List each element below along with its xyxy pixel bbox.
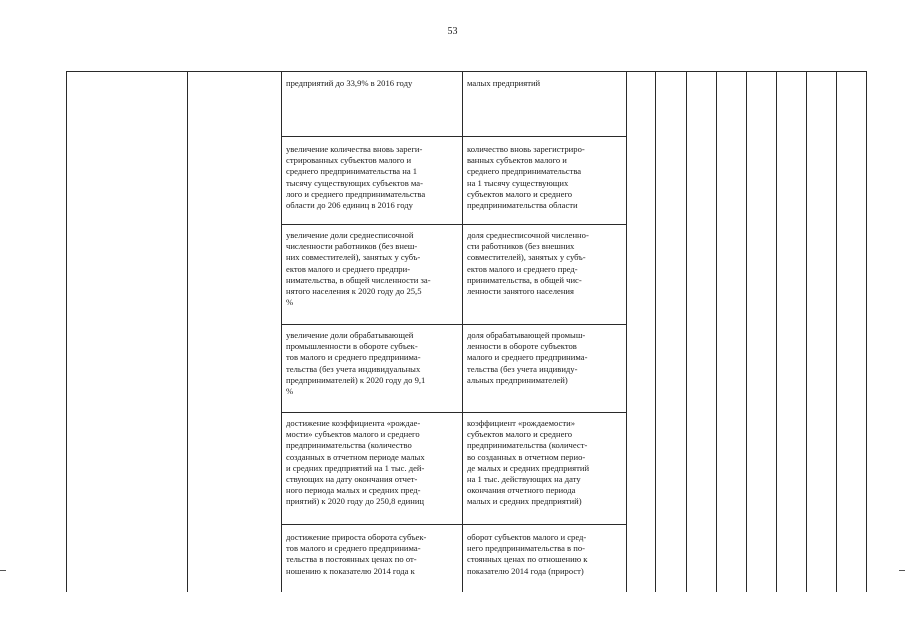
table-border-left [66, 71, 67, 592]
column-divider [462, 71, 463, 592]
table-border-right [866, 71, 867, 592]
indicator-cell: доля среднесписочной численно- сти работников (без внешних совместителей), занятых у субъ- ектов малого и среднего пред- принимательства, в общей чис- ленности занятого населения [467, 230, 589, 297]
result-cell: увеличение доли среднесписочной численности работников (без внеш- них совместителей), занятых у субъ- ектов малого и среднего предпри- нимательства, в общей численности за- нятого населения к 2020 году до 25,5 % [286, 230, 431, 308]
result-cell: увеличение доли обрабатывающей промышленности в обороте субъек- тов малого и среднего предпринима- тельства (без учета индивидуальных предпринимателей) к 2020 году до 9,1 % [286, 330, 426, 397]
row-divider [281, 224, 627, 225]
row-divider [281, 136, 627, 137]
column-divider [716, 71, 717, 592]
column-divider [776, 71, 777, 592]
row-divider [281, 324, 627, 325]
column-divider [187, 71, 188, 592]
indicator-cell: количество вновь зарегистриро- ванных субъектов малого и среднего предпринимательства на 1 тысячу существующих субъектов малого и среднего предпринимательства области [467, 144, 585, 211]
result-cell: предприятий до 33,9% в 2016 году [286, 78, 413, 88]
column-divider [686, 71, 687, 592]
indicator-cell: оборот субъектов малого и сред- него предпринимательства в по- стоянных ценах по отношению к показателю 2014 года (прирост) [467, 532, 588, 576]
scan-edge-mark [0, 570, 6, 571]
result-cell: достижение коэффициента «рождае- мости» субъектов малого и среднего предпринимательства (количество созданных в отчетном периоде малых и средних предприятий на 1 тыс. дей- ствующих на дату окончания отчет- ного периода малых и средних пред- приятий) к 2020 году до 250,8 единиц [286, 418, 425, 507]
column-divider [836, 71, 837, 592]
column-divider [746, 71, 747, 592]
indicator-cell: доля обрабатывающей промыш- ленности в обороте субъектов малого и среднего предпринима- тельства (без учета индивиду- альных предпринимателей) [467, 330, 588, 385]
column-divider [806, 71, 807, 592]
row-divider [281, 524, 627, 525]
scan-edge-mark [899, 570, 905, 571]
column-divider [626, 71, 627, 592]
column-divider [655, 71, 656, 592]
indicator-cell: коэффициент «рождаемости» субъектов малого и среднего предпринимательства (количест- во созданных в отчетном перио- де малых и средних предприятий на 1 тыс. действующих на дату окончания отчетного периода малых и средних предприятий) [467, 418, 590, 507]
table-border-top [66, 71, 867, 72]
result-cell: увеличение количества вновь зареги- стрированных субъектов малого и среднего предпринимательства на 1 тысячу существующих субъектов ма- лого и среднего предпринимательства области до 206 единиц в 2016 году [286, 144, 426, 211]
page-number: 53 [447, 26, 458, 37]
indicator-cell: малых предприятий [467, 78, 541, 88]
result-cell: достижение прироста оборота субъек- тов малого и среднего предпринима- тельства в постоянных ценах по от- ношению к показателю 2014 года к [286, 532, 427, 576]
column-divider [281, 71, 282, 592]
row-divider [281, 412, 627, 413]
